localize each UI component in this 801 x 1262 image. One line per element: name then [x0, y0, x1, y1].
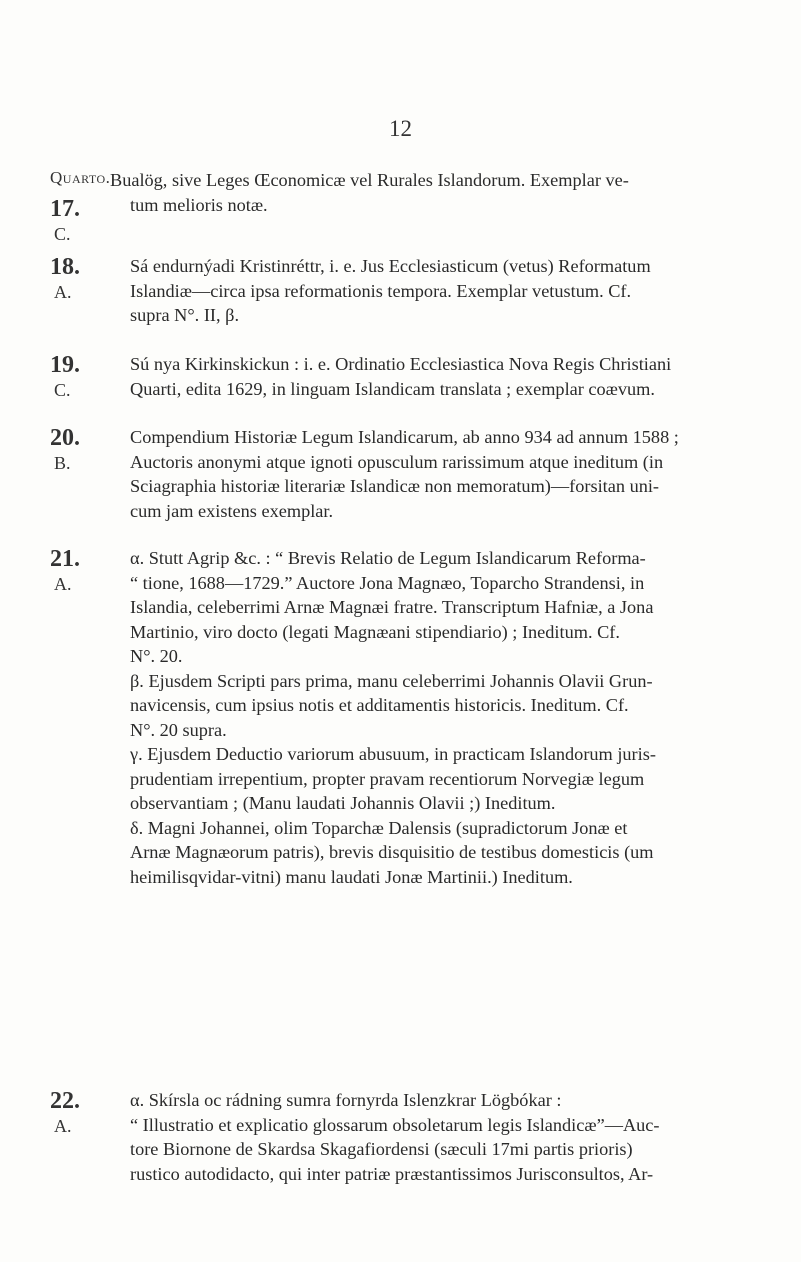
entry-number-22: [50, 1088, 110, 1138]
entry-number: 17.: [50, 196, 80, 222]
text-line: tore Biornone de Skardsa Skagafiordensi (sæculi 17mi partis prioris): [130, 1139, 633, 1159]
entry-text-19: [130, 352, 795, 401]
text-line: Quarti, edita 1629, in linguam Islandicam translata ; exemplar coævum.: [130, 378, 655, 399]
text-line: Arnæ Magnæorum patris), brevis disquisitio de testibus domesticis (um: [130, 842, 654, 862]
text-line: rustico autodidacto, qui inter patriæ præstantissimos Jurisconsultos, Ar-: [130, 1163, 654, 1184]
text-line: Compendium Historiæ Legum Islandicarum, ab anno 934 ad annum 1588 ;: [130, 427, 679, 447]
text-line: Bualög, sive Leges Œconomicæ vel Rurales Islandorum. Exemplar ve-: [110, 170, 629, 190]
text-line: δ. Magni Johannei, olim Toparchæ Dalensis (supradictorum Jonæ et: [130, 817, 628, 838]
entry-letter: C.: [54, 380, 71, 400]
entry-letter: C.: [54, 224, 71, 244]
entry-text-17: [110, 168, 775, 217]
text-line: α. Stutt Agrip &c. : “ Brevis Relatio de Legum Islandicarum Reforma-: [130, 548, 646, 568]
entry-number-18: [50, 254, 110, 304]
entry-number: 20.: [50, 425, 80, 451]
text-line: heimilisqvidar-vitni) manu laudati Jonæ Martinii.) Ineditum.: [130, 866, 573, 887]
text-line: tum melioris notæ.: [130, 194, 268, 215]
text-line: Martinio, viro docto (legati Magnæani stipendiario) ; Ineditum. Cf.: [130, 621, 620, 642]
entry-text-18: [130, 254, 795, 328]
text-line: Islandiæ—circa ipsa reformationis tempora. Exemplar vetustum. Cf.: [130, 280, 632, 301]
text-line: Sá endurnýadi Kristinréttr, i. e. Jus Ecclesiasticum (vetus) Reformatum: [130, 256, 651, 276]
entry-text-22: [130, 1088, 795, 1186]
text-line: β. Ejusdem Scripti pars prima, manu celeberrimi Johannis Olavii Grun-: [130, 670, 653, 691]
text-line: navicensis, cum ipsius notis et additamentis historicis. Ineditum. Cf.: [130, 695, 629, 715]
entry-number: 22.: [50, 1088, 80, 1114]
text-line: Sú nya Kirkinskickun : i. e. Ordinatio Ecclesiastica Nova Regis Christiani: [130, 354, 672, 374]
text-line: cum jam existens exemplar.: [130, 500, 334, 521]
entry-number: 18.: [50, 254, 80, 280]
text-line: “ tione, 1688—1729.” Auctore Jona Magnæo, Toparcho Strandensi, in: [130, 572, 645, 593]
entry-letter: A.: [54, 574, 72, 594]
text-line: Sciagraphia historiæ literariæ Islandicæ non memoratum)—forsitan uni-: [130, 476, 660, 496]
entry-text-20: [130, 425, 795, 523]
entry-number: 19.: [50, 352, 80, 378]
text-line: α. Skírsla oc rádning sumra fornyrda Islenzkrar Lögbókar :: [130, 1090, 562, 1110]
entry-number: 21.: [50, 546, 80, 572]
text-line: N°. 20 supra.: [130, 719, 227, 740]
text-line: Islandia, celeberrimi Arnæ Magnæi fratre. Transcriptum Hafniæ, a Jona: [130, 597, 654, 617]
entry-letter: A.: [54, 1116, 72, 1136]
text-line: observantiam ; (Manu laudati Johannis Olavii ;) Ineditum.: [130, 793, 556, 813]
entry-number-21: [50, 546, 110, 596]
quarto-label: Quarto.: [50, 168, 111, 187]
page-number: 12: [389, 116, 412, 141]
entry-number-20: [50, 425, 110, 475]
entry-text-21: [130, 546, 795, 889]
text-line: supra N°. II, β.: [130, 305, 240, 325]
entry-letter: A.: [54, 282, 72, 302]
text-line: γ. Ejusdem Deductio variorum abusuum, in practicam Islandorum juris-: [130, 744, 656, 764]
text-line: N°. 20.: [130, 646, 183, 666]
entry-number-19: [50, 352, 110, 402]
text-line: prudentiam irrepentium, propter pravam recentiorum Norvegiæ legum: [130, 768, 645, 789]
text-line: “ Illustratio et explicatio glossarum obsoletarum legis Islandicæ”—Auc-: [130, 1114, 660, 1135]
entry-number-17: [50, 196, 110, 246]
text-line: Auctoris anonymi atque ignoti opusculum rarissimum atque ineditum (in: [130, 451, 664, 472]
entry-letter: B.: [54, 453, 71, 473]
